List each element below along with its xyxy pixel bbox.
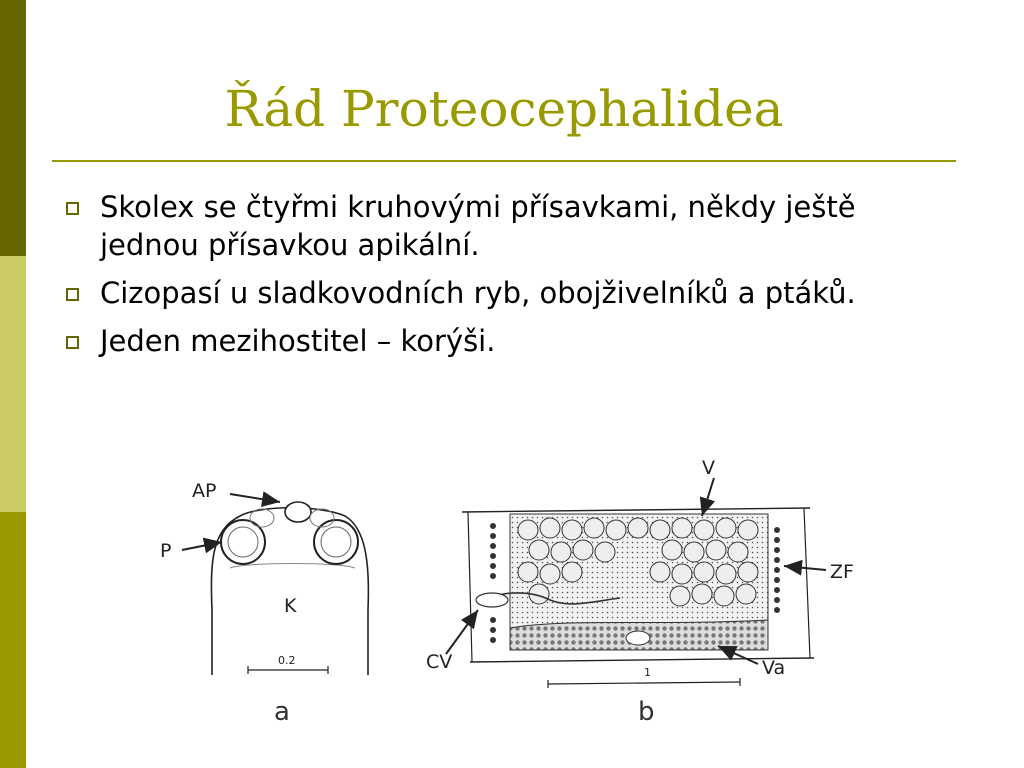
bullet-list [62, 188, 942, 370]
illustration-svg [150, 450, 870, 730]
label-zf: ZF [830, 561, 854, 583]
square-bullet-icon [66, 202, 79, 215]
side-bar-dark [0, 0, 26, 256]
panel-a-scolex [182, 494, 368, 675]
caption-b: b [638, 697, 655, 727]
bullet-text: Cizopasí u sladkovodních ryb, obojživelníků a ptáků. [100, 276, 856, 310]
caption-a: a [274, 697, 290, 727]
label-k: K [284, 595, 297, 617]
bullet-item [62, 322, 942, 360]
square-bullet-icon [66, 288, 79, 301]
bullet-item [62, 274, 942, 312]
scale-b: 1 [644, 666, 651, 679]
title-underline [52, 160, 956, 162]
scientific-illustration [150, 450, 870, 730]
bullet-text: Skolex se čtyřmi kruhovými přísavkami, někdy ještě jednou přísavkou apikální. [100, 190, 856, 262]
bullet-item [62, 188, 942, 264]
label-v: V [702, 457, 715, 479]
bullet-text: Jeden mezihostitel – korýši. [100, 324, 496, 358]
label-cv: CV [426, 651, 453, 673]
label-va: Va [762, 657, 786, 679]
label-p: P [160, 540, 172, 562]
scale-a: 0.2 [278, 654, 296, 667]
label-ap: AP [192, 480, 217, 502]
slide-title: Řád Proteocephalidea [224, 80, 784, 138]
square-bullet-icon [66, 336, 79, 349]
side-bar-light [0, 256, 26, 512]
side-bar-mid [0, 512, 26, 768]
